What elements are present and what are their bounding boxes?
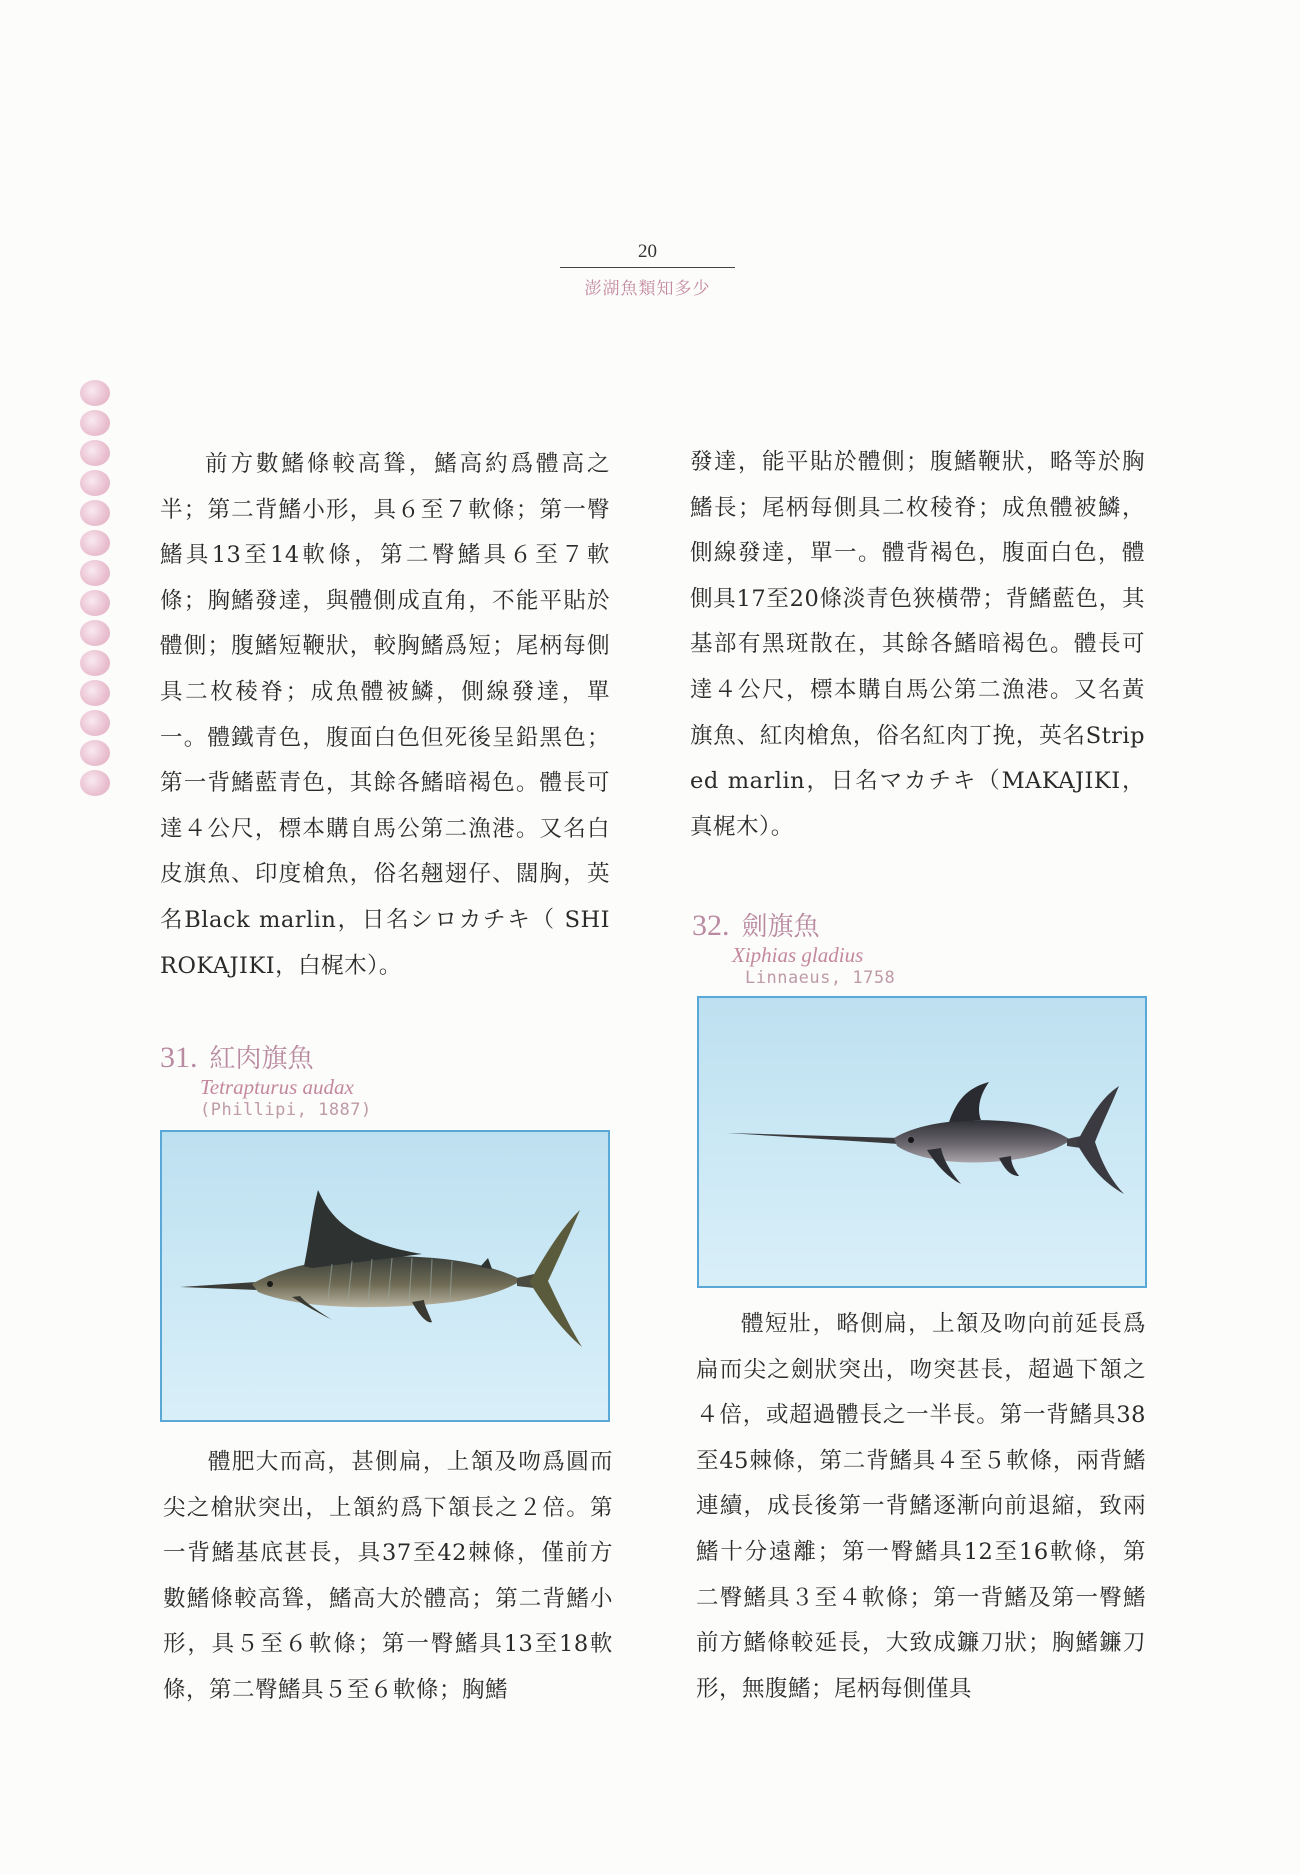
species-common-name: 劍旗魚: [741, 912, 820, 942]
body-paragraph: 發達，能平貼於體側；腹鰭鞭狀，略等於胸鰭長；尾柄每側具二枚稜脊；成魚體被鱗，側線發達，單一。體背褐色，腹面白色，體側具17至20條淡青色狹橫帶；背鰭藍色，其基部有黑斑散在，其餘各鰭暗褐色。體長可達４公尺，標本購自馬公第二漁港。又名黃旗魚、紅肉槍魚，俗名紅肉丁挽，英名Striped marlin，日名マカチキ（MAKAJIKI，真梶木）。: [690, 449, 1145, 840]
header-rule: [560, 267, 735, 268]
entry-32-heading: [692, 906, 895, 988]
swordfish-illustration: [697, 996, 1147, 1288]
right-column-continued-text: [690, 440, 1145, 850]
species-title: [692, 906, 895, 943]
species-number: 32.: [692, 909, 730, 942]
species-author: (Phillipi, 1887): [200, 1100, 372, 1120]
striped-marlin-image: [162, 1132, 608, 1420]
body-paragraph: 前方數鰭條較高聳，鰭高約爲體高之半；第二背鰭小形，具６至７軟條；第一臀鰭具13至14軟條，第二臀鰭具６至７軟條；胸鰭發達，與體側成直角，不能平貼於體側；腹鰭短鞭狀，較胸鰭爲短；尾柄每側具二枚稜脊；成魚體被鱗，側線發達，單一。體鐵青色，腹面白色但死後呈鉛黑色；第一背鰭藍青色，其餘各鰭暗褐色。體長可達４公尺，標本購自馬公第二漁港。又名白皮旗魚、印度槍魚，俗名翹翅仔、闊胸，英名Black marlin，日名シロカチキ（ SHIROKAJIKI，白梶木）。: [160, 451, 610, 979]
body-paragraph: 體短壯，略側扁，上頷及吻向前延長爲扁而尖之劍狀突出，吻突甚長，超過下頷之４倍，或超過體長之一半長。第一背鰭具38至45棘條，第二背鰭具４至５軟條，兩背鰭連續，成長後第一背鰭逐漸向前退縮，致兩鰭十分遠離；第一臀鰭具12至16軟條，第二臀鰭具３至４軟條；第一背鰭及第一臀鰭前方鰭條較延長，大致成鐮刀狀；胸鰭鐮刀形，無腹鰭；尾柄每側僅具: [696, 1311, 1146, 1702]
species-author: Linnaeus, 1758: [745, 968, 896, 988]
decorative-bead-border: [78, 380, 118, 800]
scientific-name: Xiphias gladius: [732, 943, 864, 967]
entry-31-heading: [160, 1038, 372, 1120]
page-header: [560, 240, 735, 299]
species-common-name: 紅肉旗魚: [209, 1044, 314, 1074]
scientific-name: Tetrapturus audax: [200, 1075, 354, 1099]
striped-marlin-illustration: [160, 1130, 610, 1422]
left-column-continued-text: [160, 442, 610, 989]
running-title: 澎湖魚類知多少: [584, 279, 711, 299]
body-paragraph: 體肥大而高，甚側扁，上頷及吻爲圓而尖之槍狀突出，上頷約爲下頷長之２倍。第一背鰭基底甚長，具37至42棘條，僅前方數鰭條較高聳，鰭高大於體高；第二背鰭小形，具５至６軟條；第一臀鰭具13至18軟條，第二臀鰭具５至６軟條；胸鰭: [163, 1449, 613, 1703]
species-number: 31.: [160, 1041, 198, 1074]
swordfish-image: [699, 998, 1145, 1286]
entry-32-description: [696, 1302, 1146, 1712]
page-number: 20: [638, 241, 657, 262]
entry-31-description: [163, 1440, 613, 1714]
species-title: [160, 1038, 372, 1075]
